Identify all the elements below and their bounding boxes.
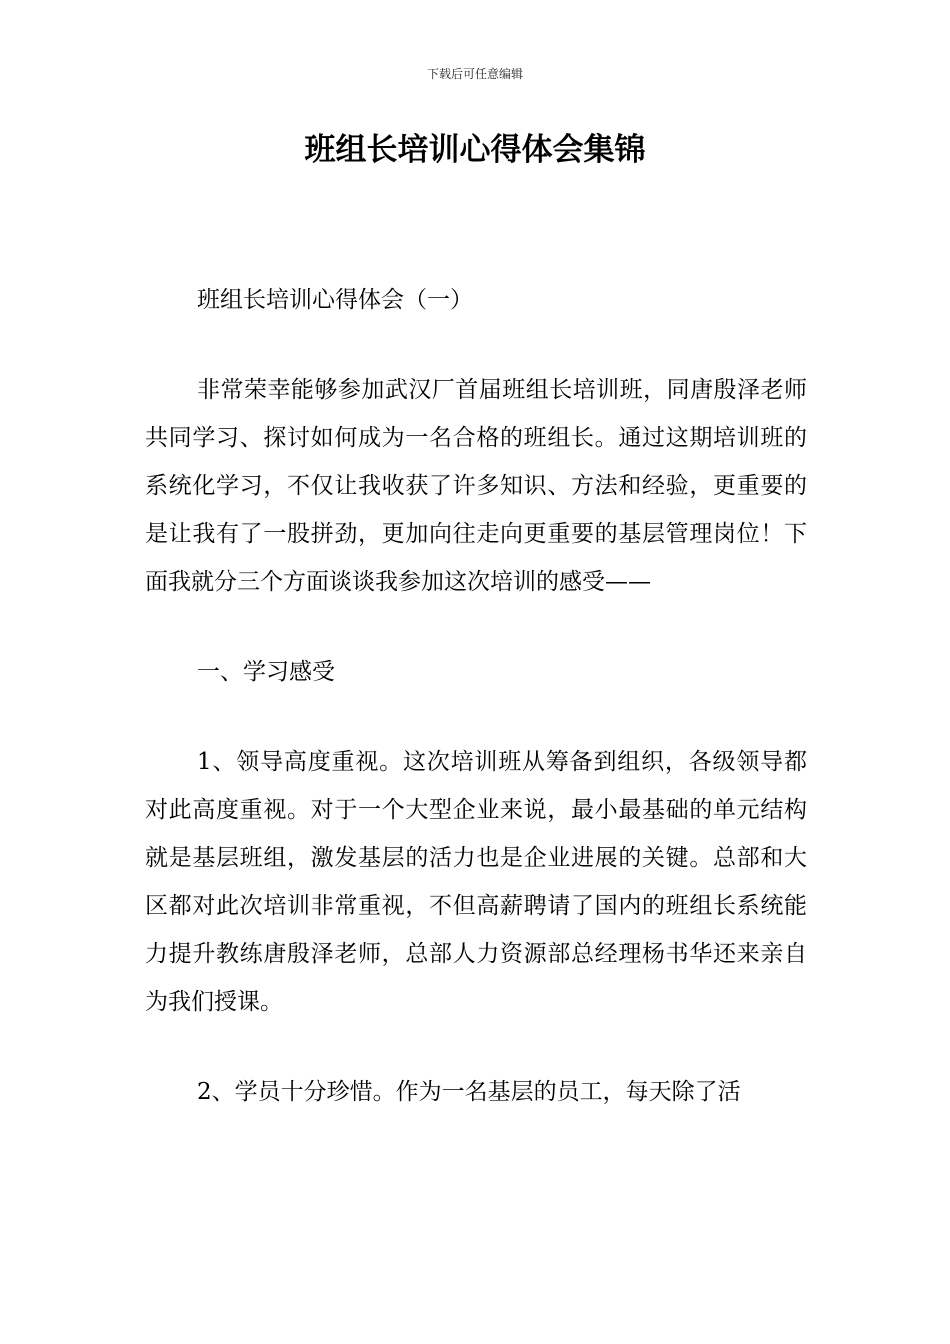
paragraph: 2、学员十分珍惜。作为一名基层的员工，每天除了活 — [197, 1079, 741, 1105]
section-heading: 一、学习感受 — [197, 659, 335, 685]
paragraph-gap — [145, 696, 807, 738]
paragraph-gap — [145, 606, 807, 648]
paragraph-gap — [145, 324, 807, 366]
header-note: 下载后可任意编辑 — [426, 67, 523, 81]
paragraph: 非常荣幸能够参加武汉厂首届班组长培训班，同唐殷泽老师共同学习、探讨如何成为一名合格的班组长。通过这期培训班的系统化学习，不仅让我收获了许多知识、方法和经验，更重要的是让我有了一股拼劲，更加向往走向更重要的基层管理岗位！下面我就分三个方面谈谈我参加这次培训的感受—— — [145, 377, 807, 595]
section-heading: 班组长培训心得体会（一） — [197, 287, 473, 313]
document-title: 班组长培训心得体会集锦 — [304, 132, 646, 168]
paragraph: 1、领导高度重视。这次培训班从筹备到组织，各级领导都对此高度重视。对于一个大型企业来说，最小最基础的单元结构就是基层班组，激发基层的活力也是企业进展的关键。总部和大区都对此次培训非常重视，不但高薪聘请了国内的班组长系统能力提升教练唐殷泽老师，总部人力资源部总经理杨书华还来亲自为我们授课。 — [145, 749, 807, 1015]
document-body — [145, 276, 807, 1116]
paragraph-gap — [145, 1026, 807, 1068]
